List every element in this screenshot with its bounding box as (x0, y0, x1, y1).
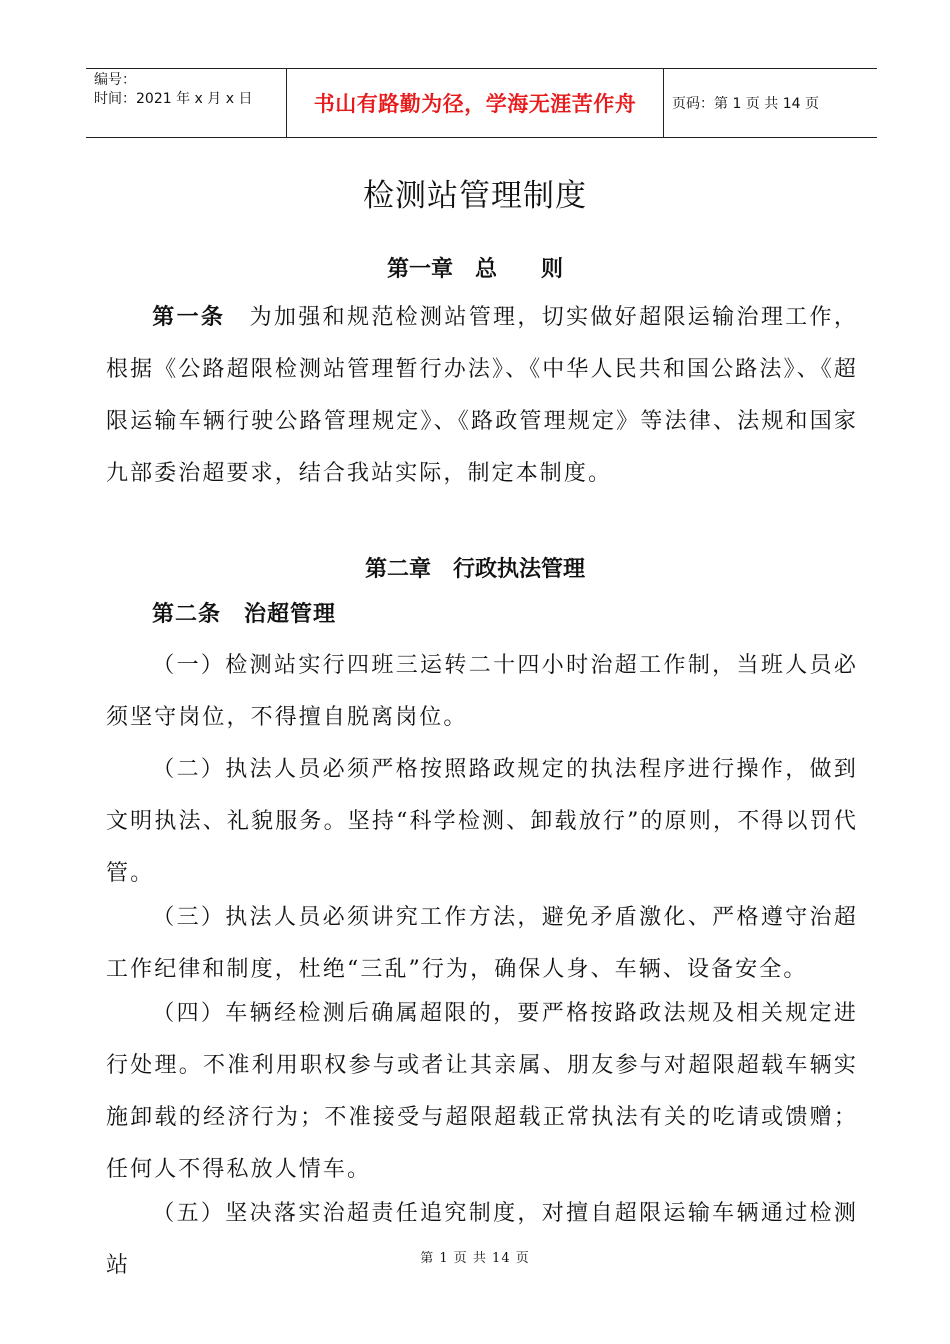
serial-number-label: 编号： (94, 72, 136, 88)
chapter-2-heading: 第二章 行政执法管理 (364, 557, 585, 582)
time-label: 时间：2021 年 x 月 x 日 (94, 91, 253, 107)
article-1-label: 第一条 (152, 305, 226, 330)
article-2-heading: 第二条 治超管理 (152, 602, 337, 627)
item-1-paragraph (106, 640, 858, 744)
item-5-text: （五）坚决落实治超责任追究制度，对擅自超限运输车辆通过检测站 (106, 1201, 858, 1278)
item-5-paragraph (106, 1188, 858, 1292)
header-motto: 书山有路勤为径，学海无涯苦作舟 (286, 69, 664, 137)
header-page-code: 页码：第 1 页 共 14 页 (672, 96, 819, 112)
item-3-paragraph (106, 892, 858, 996)
item-3-text: （三）执法人员必须讲究工作方法，避免矛盾激化、严格遵守治超工作纪律和制度，杜绝“三乱”行为，确保人身、车辆、设备安全。 (106, 905, 858, 982)
item-2-text: （二）执法人员必须严格按照路政规定的执法程序进行操作，做到文明执法、礼貌服务。坚持“科学检测、卸载放行”的原则，不得以罚代管。 (106, 757, 858, 886)
item-4-text: （四）车辆经检测后确属超限的，要严格按路政法规及相关规定进行处理。不准利用职权参与或者让其亲属、朋友参与对超限超载车辆实施卸载的经济行为；不准接受与超限超载正常执法有关的吃请或馈赠；任何人不得私放人情车。 (106, 1001, 858, 1182)
chapter-1-heading: 第一章 总 则 (386, 257, 563, 282)
item-2-paragraph (106, 744, 858, 900)
page-footer: 第 1 页 共 14 页 (420, 1251, 530, 1266)
item-4-paragraph (106, 988, 858, 1196)
page-header (86, 68, 877, 138)
document-title: 检测站管理制度 (363, 178, 587, 214)
article-1-paragraph (106, 292, 858, 500)
item-1-text: （一）检测站实行四班三运转二十四小时治超工作制，当班人员必须坚守岗位，不得擅自脱离岗位。 (106, 653, 858, 730)
article-1-text: 为加强和规范检测站管理，切实做好超限运输治理工作，根据《公路超限检测站管理暂行办法》、《中华人民共和国公路法》、《超限运输车辆行驶公路管理规定》、《路政管理规定》等法律、法规和国家九部委治超要求，结合我站实际，制定本制度。 (106, 305, 858, 486)
header-meta (86, 69, 286, 137)
